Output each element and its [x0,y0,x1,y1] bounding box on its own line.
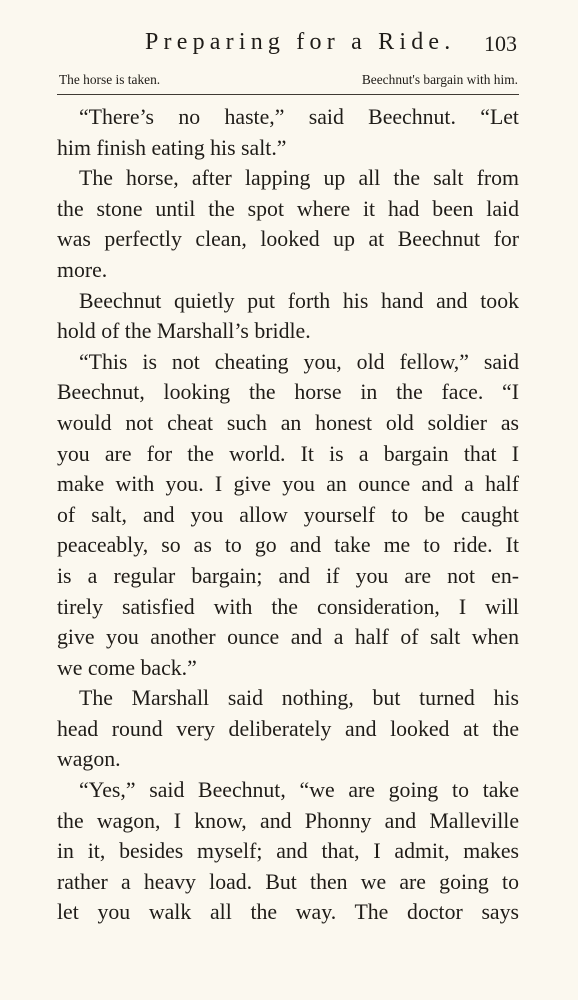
body-line: we come back.” [57,655,197,680]
body-line: The horse, after lapping up all the salt from [79,166,519,191]
body-line: you are for the world. It is a bargain that I [57,441,519,466]
body-line: “Yes,” said Beechnut, “we are going to take [79,778,519,803]
body-line: “There’s no haste,” said Beechnut. “Let [79,105,519,129]
body-line: give you another ounce and a half of salt when [57,625,519,650]
body-line: him finish eating his salt.” [57,135,287,160]
body-line: the wagon, I know, and Phonny and Malleville [57,808,519,833]
header-rule [57,94,519,95]
body-line: “This is not cheating you, old fellow,” said [79,349,519,374]
running-title: Preparing for a Ride. [145,29,456,55]
running-head [0,26,578,60]
body-line: would not cheat such an honest old soldier as [57,410,519,435]
page-subheader [0,72,578,90]
body-line: The Marshall said nothing, but turned his [79,686,519,711]
body-line: rather a heavy load. But then we are going to [57,869,519,894]
body-line: of salt, and you allow yourself to be caught [57,502,519,527]
body-line: let you walk all the way. The doctor says [57,900,519,925]
page-number: 103 [484,31,517,56]
body-line: Beechnut, looking the horse in the face. “I [57,380,519,405]
body-line: hold of the Marshall’s bridle. [57,319,311,344]
body-line: wagon. [57,747,121,772]
body-line: was perfectly clean, looked up at Beechnut for [57,227,519,252]
body-line: is a regular bargain; and if you are not en- [57,563,519,588]
body-line: tirely satisfied with the consideration, I will [57,594,519,619]
body-line: head round very deliberately and looked at the [57,716,519,741]
body-line: in it, besides myself; and that, I admit, makes [57,839,519,864]
subheader-right: Beechnut's bargain with him. [361,72,518,87]
body-line: make with you. I give you an ounce and a half [57,472,519,497]
body-line: the stone until the spot where it had been laid [57,196,519,221]
body-line: Beechnut quietly put forth his hand and took [79,288,519,313]
body-line: peaceably, so as to go and take me to ride. It [57,533,519,558]
body-line: more. [57,257,108,282]
subheader-left: The horse is taken. [59,72,161,87]
body-text [57,102,519,942]
